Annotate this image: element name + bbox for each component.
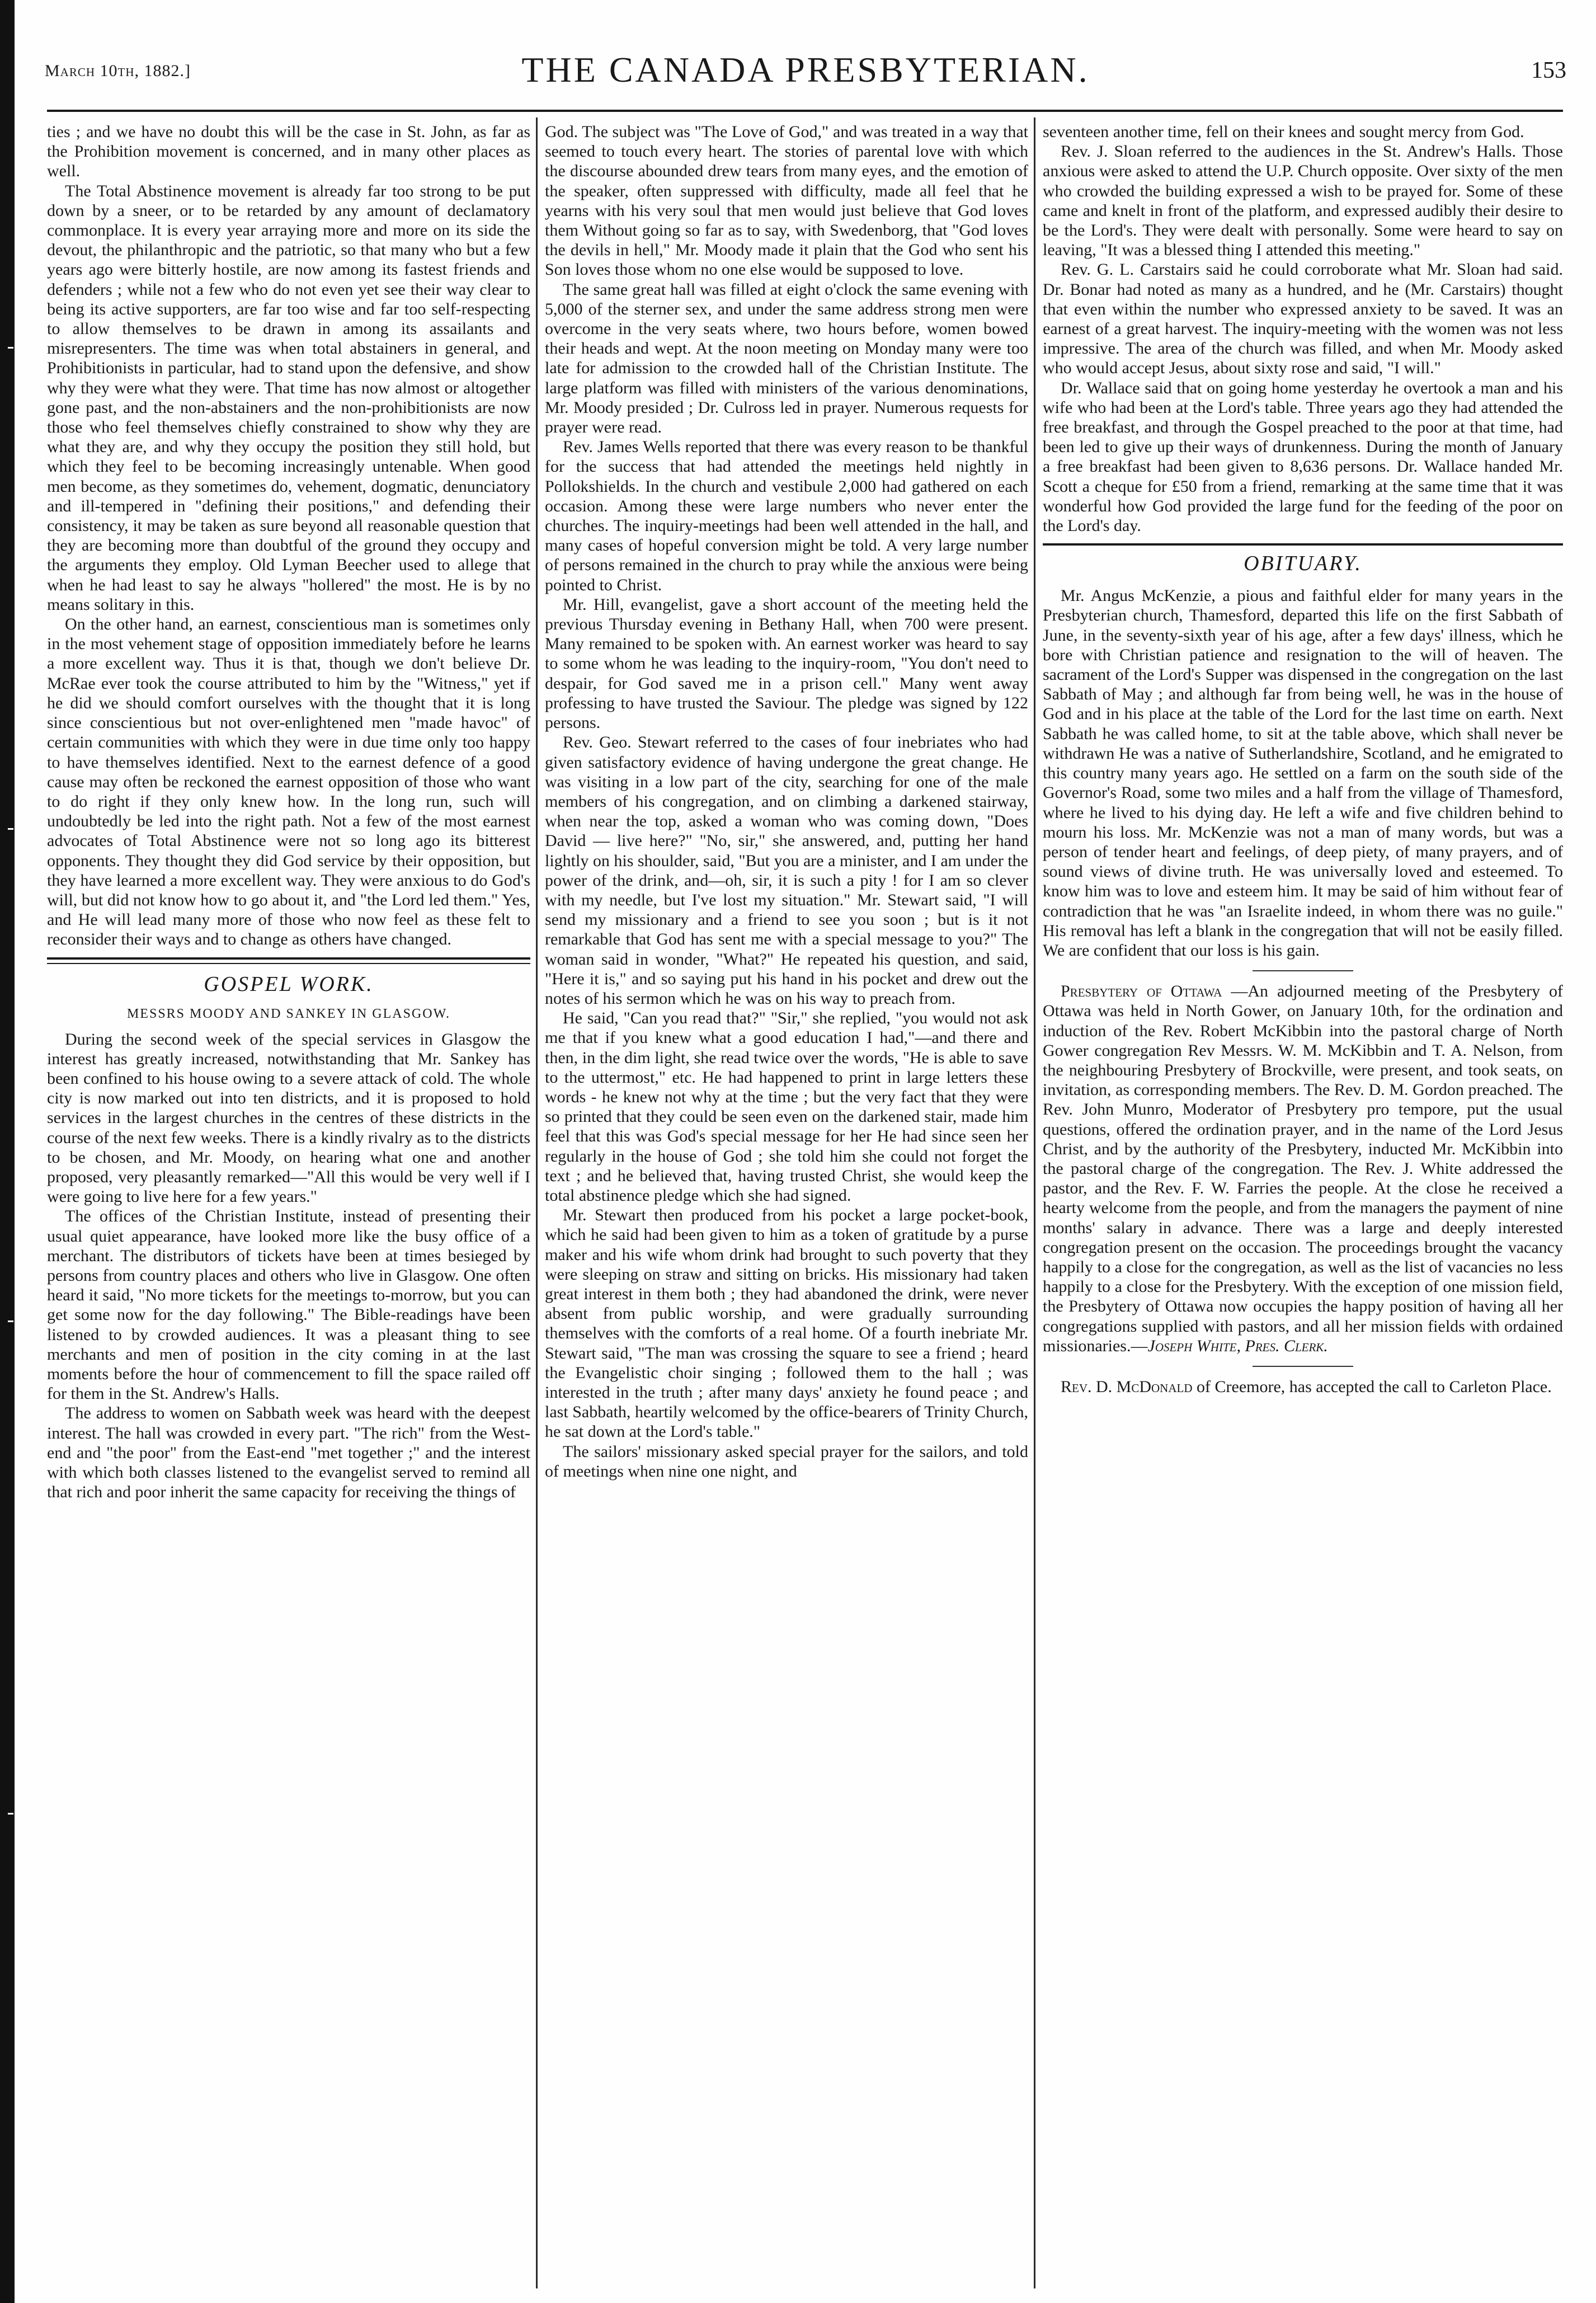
paragraph-body: of Creemore, has accepted the call to Carleton Place.: [1192, 1377, 1552, 1396]
paragraph-lead: Presbytery of Ottawa: [1061, 982, 1222, 1001]
article-paragraph: The Total Abstinence movement is already far too strong to be put down by a sneer, or to be retarded by any amount of declamatory commonplace. It is every year arraying more and more on its side the devout, the philanthropic and the patriotic, so that many who but a few years ago were bitterly hostile, are now among its fastest friends and defenders ; while not a few who do not even yet see their way clear to being its active supporters, are far too wise and far too self-respecting to allow themselves to be drawn in among its assailants and misrepresenters. The time was when total abstainers in general, and Prohibitionists in particular, had to stand upon the defensive, and show why they were what they were. That time has now almost or altogether gone past, and the non-abstainers and the non-prohibitionists are now those who feel themselves chiefly constrained to show why they are what they are, and why they occupy the position they still hold, but which they feel to be becoming increasingly untenable. When good men become, as they sometimes do, vehement, dogmatic, denunciatory and ill-tempered in "defining their positions," and defending their consistency, it may be taken as sure beyond all reasonable question that they are becoming more than doubtful of the ground they occupy and the arguments they employ. Old Lyman Beecher used to allege that when he had least to say he always "hollered" the most. He is by no means solitary in this.: [47, 181, 530, 614]
article-paragraph: seventeen another time, fell on their knees and sought mercy from God.: [1043, 123, 1524, 141]
binding-mark: [8, 1813, 13, 1815]
section-heading-obituary: OBITUARY.: [1244, 552, 1362, 576]
paragraph-lead: Rev. D. McDonald: [1061, 1377, 1193, 1396]
masthead: [45, 49, 1566, 100]
section-rule: [47, 963, 530, 964]
article-paragraph: Rev. G. L. Carstairs said he could corroborate what Mr. Sloan had said. Dr. Bonar had noted as many as a hundred, and he (Mr. Carstairs) thought that even within the number who expressed anxiety to be saved. It was an earnest of a great harvest. The inquiry-meeting with the women was not less impressive. The area of the church was filled, and when Mr. Moody asked who would accept Jesus, about sixty rose and said, "I will.": [1043, 260, 1563, 378]
section-rule: [1043, 543, 1563, 546]
article-paragraph: Rev. Geo. Stewart referred to the cases of four inebriates who had given satisfactory evidence of having undergone the great change. He was visiting in a low part of the city, searching for one of the male members of his congregation, and on climbing a darkened stairway, when near the top, asked a woman who was coming down, "Does David — live here?" "No, sir," she answered, and, putting her hand lightly on his shoulder, said, "But you are a minister, and I am under the power of the drink, and—oh, sir, it is such a pity ! for I am so clever with my needle, but I've lost my situation." Mr. Stewart said, "I will send my missionary and a friend to see you soon ; but is it not remarkable that God has sent me with a special message to you?" The woman said in wonder, "What?" He repeated his question, and said, "Here it is," and so saying put his hand in his pocket and drew out the notes of his sermon which he was on his way to preach from.: [545, 733, 1028, 1008]
section-rule: [1253, 970, 1353, 971]
column-1: [47, 122, 530, 2293]
binding-mark: [8, 828, 13, 830]
column-divider: [1034, 118, 1035, 2288]
article-paragraph: During the second week of the special services in Glasgow the interest has greatly increased, notwithstanding that Mr. Sankey has been confined to his house owing to a severe attack of cold. The whole city is now marked out into ten districts, and it is proposed to hold services in the largest churches in the centres of these districts in the course of the next few weeks. There is a kindly rivalry as to the districts to be chosen, and Mr. Moody, on hearing what one and another proposed, very pleasantly remarked—"All this would be very well if I were going to live here for a few years.": [47, 1030, 530, 1206]
newspaper-title: THE CANADA PRESBYTERIAN.: [521, 50, 1090, 90]
section-rule: [47, 957, 530, 960]
article-paragraph: The same great hall was filled at eight o'clock the same evening with 5,000 of the sterner sex, and under the same address strong men were overcome in the very seats where, two hours before, women bowed their heads and wept. At the noon meeting on Monday many were too late for admission to the crowded hall of the Christian Institute. The large platform was filled with ministers of the various denominations, Mr. Moody presided ; Dr. Culross led in prayer. Numerous requests for prayer were read.: [545, 280, 1028, 437]
article-paragraph: He said, "Can you read that?" "Sir," she replied, "you would not ask me that if you knew what a good education I had,"—and there and then, in the dim light, she read twice over the words, "He is able to save to the uttermost," etc. He had happened to print in large letters these words - he knew not why at the time ; but the very fact that they were so printed that they could be seen even on the darkened stair, made him feel that this was God's special message for her He had since seen her regularly in the house of God ; she told him she could not forget the text ; and he believed that, having trusted Christ, she would keep the total abstinence pledge which she had signed.: [545, 1009, 1028, 1205]
article-paragraph: The sailors' missionary asked special prayer for the sailors, and told of meetings when nine one night, and: [545, 1442, 1028, 1480]
paragraph-signature: Joseph White, Pres. Clerk.: [1147, 1336, 1328, 1355]
article-paragraph: Rev. James Wells reported that there was every reason to be thankful for the success that had attended the meetings held nightly in Pollokshields. In the church and vestibule 2,000 had gathered on each occasion. Among these were large numbers who never enter the churches. The inquiry-meetings had been well attended in the hall, and many cases of hopeful conversion might be told. A very large number of persons remained in the church to pray while the anxious were being pointed to Christ.: [545, 438, 1028, 594]
section-rule: [1253, 1366, 1353, 1367]
article-paragraph: On the other hand, an earnest, conscientious man is sometimes only in the most vehement stage of opposition immediately before he learns a more excellent way. Thus it is that, though we don't believe Dr. McRae ever took the course attributed to him by the "Witness," yet if he did we should comfort ourselves with the thought that it is long since conscientious but not over-enlightened men "made havoc" of certain communities with which they were in due time only too happy to have themselves identified. Next to the earnest defence of a good cause may often be reckoned the earnest opposition of those who want to do right if they only knew how. In the long run, such will undoubtedly be led into the right path. Not a few of the most earnest advocates of Total Abstinence were not so long ago its bitterest opponents. They thought they did God service by their opposition, but they have learned a more excellent way. They were anxious to do God's will, but did not know how to go about it, and "the Lord led them." Yes, and He will lead many more of those who now feel as these felt to reconsider their ways and to change as others have changed.: [47, 615, 530, 949]
presbytery-ottawa-paragraph: [1043, 981, 1563, 1356]
article-subheading: MESSRS MOODY AND SANKEY IN GLASGOW.: [126, 1006, 451, 1021]
mcdonald-notice: [1043, 1377, 1563, 1397]
article-paragraph: Rev. J. Sloan referred to the audiences in the St. Andrew's Halls. Those anxious were asked to attend the U.P. Church opposite. Over sixty of the men who crowded the building expressed a wish to be prayed for. Some of these came and knelt in front of the platform, and expressed audibly their desire to be the Lord's. They were dealt with personally. Some were heard to say on leaving, "It was a blessed thing I attended this meeting.": [1043, 142, 1563, 260]
obituary-paragraph: Mr. Angus McKenzie, a pious and faithful elder for many years in the Presbyterian church, Thamesford, departed this life on the first Sabbath of June, in the seventy-sixth year of his age, after a few days' illness, which he bore with Christian patience and resignation to the will of heaven. The sacrament of the Lord's Supper was dispensed in the congregation on the last Sabbath of May ; and although far from being well, he was in the house of God and in his place at the table of the Lord for the last time on earth. Next Sabbath he was called home, to sit at the table above, which shall never be withdrawn He was a native of Sutherlandshire, Scotland, and he emigrated to this country many years ago. He settled on a farm on the south side of the Governor's Road, some two miles and a half from the village of Thamesford, where he lived to his dying day. He left a wife and five children behind to mourn his loss. Mr. McKenzie was not a man of many words, but was a person of tender heart and feelings, of deep piety, of many prayers, and of sound views of divine truth. He was universally loved and esteemed. To know him was to love and esteem him. It may be said of him without fear of contradiction that he was "an Israelite indeed, in whom there was no guile." His removal has left a blank in the congregation that will not be easily filled. We are confident that our loss is his gain.: [1043, 586, 1563, 960]
article-paragraph: ties ; and we have no doubt this will be the case in St. John, as far as the Prohibition movement is concerned, and in many other places as well.: [47, 123, 530, 181]
binding-mark: [8, 347, 13, 349]
article-paragraph: Dr. Wallace said that on going home yesterday he overtook a man and his wife who had been at the Lord's table. Three years ago they had attended the free breakfast, and through the Gospel preached to the poor at that time, had been led to give up their ways of drunkenness. During the month of January a free breakfast had been given to 8,636 persons. Dr. Wallace handed Mr. Scott a cheque for £50 from a friend, remarking at the same time that it was wonderful how God provided the large fund for the feeding of the poor on the Lord's day.: [1043, 378, 1563, 535]
column-divider: [536, 118, 538, 2288]
binding-edge: [0, 0, 15, 2303]
paragraph-body: —An adjourned meeting of the Presbytery of Ottawa was held in North Gower, on January 10th, for the ordination and induction of the Rev. Robert McKibbin into the pastoral charge of North Gower congregation Rev Messrs. W. M. McKibbin and T. A. Nelson, from the neighbouring Presbytery of Brockville, were present, and took seats, on invitation, as corresponding members. The Rev. D. M. Gordon preached. The Rev. John Munro, Moderator of Presbytery pro tempore, put the usual questions, offered the ordination prayer, and in the name of the Lord Jesus Christ, and by the authority of the Presbytery, inducted Mr. McKibbin into the pastoral charge of the congregation. The Rev. J. White addressed the pastor, and the Rev. F. W. Farries the people. At the close he received a hearty welcome from the people, and from the managers the payment of nine months' salary in advance. There was a large and deeply interested congregation present on the occasion. The proceedings brought the vacancy happily to a close for the congregation, as well as the list of vacancies no less happily to a close for the Presbytery. With the exception of one mission field, the Presbytery of Ottawa now occupies the happy position of having all her congregations supplied with pastors, and all her mission fields with ordained missionaries.—: [1043, 982, 1563, 1355]
section-heading-gospel-work: GOSPEL WORK.: [204, 972, 374, 996]
article-paragraph: Mr. Hill, evangelist, gave a short account of the meeting held the previous Thursday evening in Bethany Hall, when 700 were present. Many remained to be spoken with. An earnest worker was heard to say to some whom he was leading to the inquiry-room, "You don't need to despair, for God saved me in a prison cell." Many went away professing to have trusted the Saviour. The pledge was signed by 122 persons.: [545, 595, 1028, 732]
column-2: [545, 122, 1028, 2293]
article-paragraph: Mr. Stewart then produced from his pocket a large pocket-book, which he said had been given to him as a token of gratitude by a purse maker and his wife whom drink had brought to such poverty that they were sleeping on straw and sitting on bricks. His missionary had taken great interest in them both ; they had abandoned the drink, were never absent from public worship, and were gradually surrounding themselves with the comforts of a real home. Of a fourth inebriate Mr. Stewart said, "The man was crossing the square to see a friend ; heard the Evangelistic choir singing ; followed them to the hall ; was interested in the truth ; after many days' anxiety he found peace ; and last Sabbath, heartily welcomed by the office-bearers of Trinity Church, he sat down at the Lord's table.": [545, 1206, 1028, 1441]
issue-date: March 10th, 1882.]: [45, 62, 191, 80]
binding-mark: [8, 1320, 13, 1322]
page-number: 153: [1531, 58, 1566, 83]
article-paragraph: The address to women on Sabbath week was heard with the deepest interest. The hall was crowded in every part. "The rich" from the West-end and "the poor" from the East-end "met together ;" and the interest with which both classes listened to the evangelist served to remind all that rich and poor inherit the same capacity for receiving the things of: [47, 1404, 530, 1502]
masthead-rule: [47, 110, 1563, 112]
article-paragraph: The offices of the Christian Institute, instead of presenting their usual quiet appearance, have looked more like the busy office of a merchant. The distributors of tickets have been at times besieged by persons from country places and others who live in Glasgow. One often heard it said, "No more tickets for the meetings to-morrow, but you can get some now for the day following." The Bible-readings have been listened to by crowded audiences. It was a pleasant thing to see merchants and men of position in the city coming in at the last moments before the hour of commencement to fill the space railed off for them in the St. Andrew's Halls.: [47, 1207, 530, 1403]
article-paragraph: God. The subject was "The Love of God," and was treated in a way that seemed to touch every heart. The stories of parental love with which the discourse abounded drew tears from many eyes, and the emotion of the speaker, often suppressed with difficulty, made all feel that he yearns with his very soul that men would just believe that God loves them Without going so far as to say, with Swedenborg, that "God loves the devils in hell," Mr. Moody made it plain that the God who sent his Son loves those whom no one else would be supposed to love.: [545, 123, 1028, 279]
column-3: [1043, 122, 1563, 2293]
